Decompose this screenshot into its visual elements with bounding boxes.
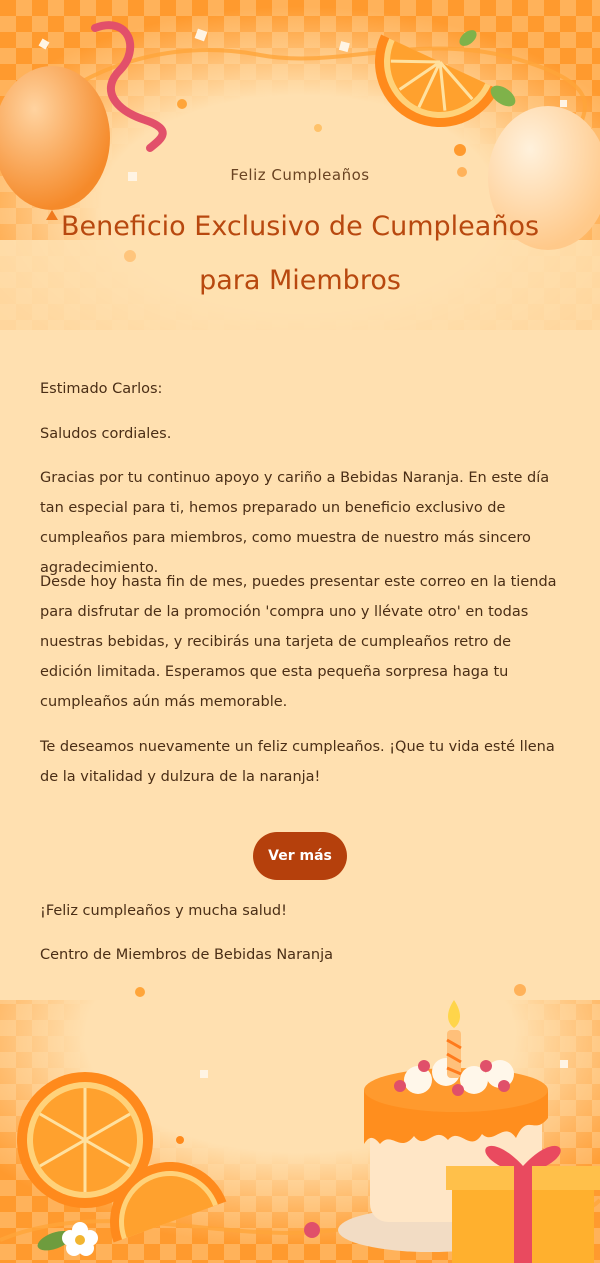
greeting: Estimado Carlos: bbox=[40, 381, 163, 397]
signature: Centro de Miembros de Bebidas Naranja bbox=[40, 947, 334, 963]
salutation: Saludos cordiales. bbox=[40, 426, 172, 442]
closing-wish: ¡Feliz cumpleaños y mucha salud! bbox=[40, 903, 287, 919]
paragraph-wishes: Te deseamos nuevamente un feliz cumpleaños. ¡Que tu vida esté llena de la vitalidad y dulzura de la naranja! bbox=[40, 739, 555, 785]
eyebrow-text: Feliz Cumpleaños bbox=[230, 166, 370, 184]
paragraph-thanks: Gracias por tu continuo apoyo y cariño a Bebidas Naranja. En este día tan especial para ti, hemos preparado un beneficio exclusivo de cumpleaños para miembros, como muestra de nuestro más sincero agradecimiento. bbox=[40, 470, 550, 576]
see-more-button[interactable]: Ver más bbox=[253, 832, 347, 880]
page-title: Beneficio Exclusivo de Cumpleaños para Miembros bbox=[60, 211, 540, 296]
footer-decoration bbox=[0, 940, 600, 1263]
paragraph-promotion: Desde hoy hasta fin de mes, puedes presentar este correo en la tienda para disfrutar de la promoción 'compra uno y llévate otro' en todas nuestras bebidas, y recibirás una tarjeta de cumpleaños retro de edición limitada. Esperamos que esta pequeña sorpresa haga tu cumpleaños aún más memorable. bbox=[40, 574, 557, 710]
